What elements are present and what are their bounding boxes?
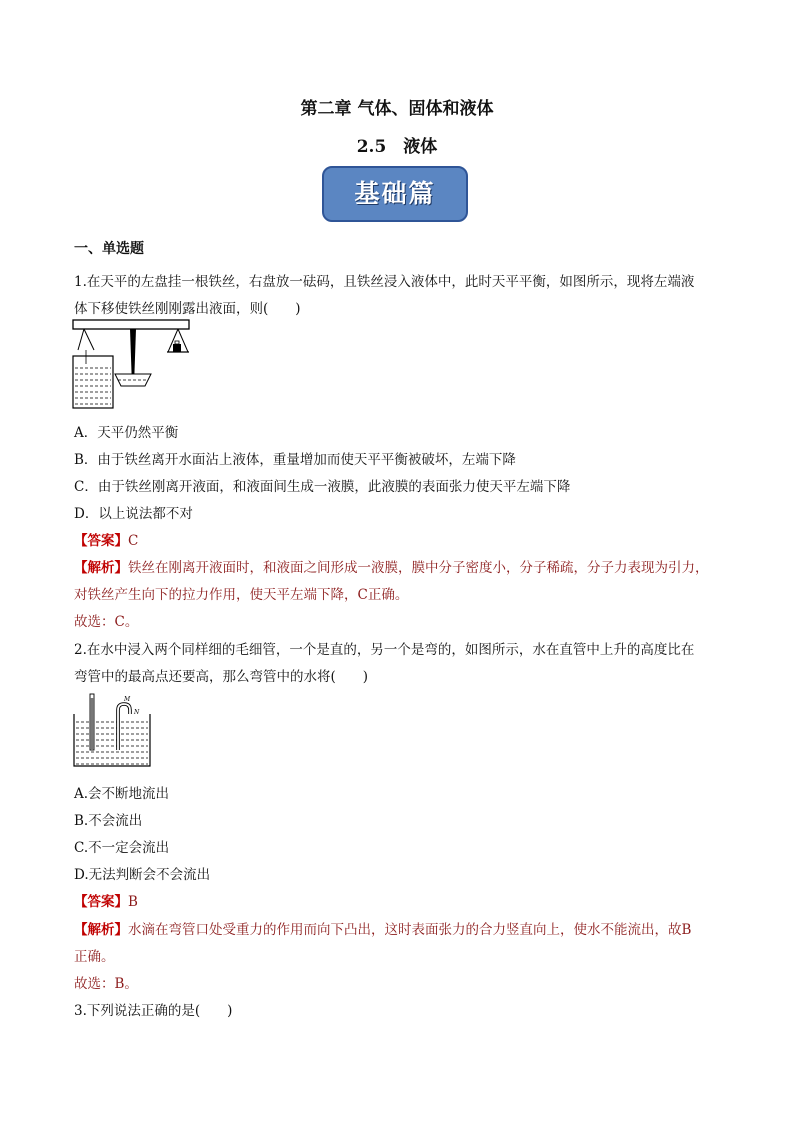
question-2-analysis-line2: 正确。 bbox=[74, 949, 115, 965]
question-2-choice: 故选：B。 bbox=[74, 976, 138, 992]
capillary-diagram bbox=[72, 692, 152, 768]
question-1-option-c: C．由于铁丝刚离开液面，和液面间生成一液膜，此液膜的表面张力使天平左端下降 bbox=[74, 479, 571, 495]
question-1-option-d: D．以上说法都不对 bbox=[74, 506, 193, 522]
label-m: M bbox=[124, 696, 131, 703]
question-1-stem-line1: 1.在天平的左盘挂一根铁丝，右盘放一砝码，且铁丝浸入液体中，此时天平平衡，如图所示，现将左端液 bbox=[74, 274, 695, 290]
answer-value: B bbox=[128, 894, 138, 910]
answer-tag: 【答案】 bbox=[74, 533, 128, 549]
question-2-stem-line2: 弯管中的最高点还要高，那么弯管中的水将( ) bbox=[74, 669, 369, 685]
analysis-text: 水滴在弯管口处受重力的作用而向下凸出，这时表面张力的合力竖直向上，使水不能流出，故B bbox=[128, 922, 692, 938]
question-2-analysis-line1 bbox=[74, 918, 691, 938]
balance-diagram bbox=[70, 318, 195, 410]
answer-tag: 【答案】 bbox=[74, 894, 128, 910]
section-heading: 一、单选题 bbox=[74, 241, 144, 257]
analysis-tag: 【解析】 bbox=[74, 560, 128, 576]
question-1-choice: 故选：C。 bbox=[74, 614, 139, 630]
question-2-option-b: B.不会流出 bbox=[74, 813, 143, 829]
section-title: 2.5 液体 bbox=[356, 137, 438, 157]
question-1-analysis-line2: 对铁丝产生向下的拉力作用，使天平左端下降，C正确。 bbox=[74, 587, 409, 603]
question-3-stem: 3.下列说法正确的是( ) bbox=[74, 1003, 233, 1019]
answer-value: C bbox=[128, 533, 139, 549]
label-n: N bbox=[134, 709, 140, 716]
analysis-text: 铁丝在刚离开液面时，和液面之间形成一液膜，膜中分子密度小，分子稀疏，分子力表现为引力， bbox=[128, 560, 709, 576]
question-2-stem-line1: 2.在水中浸入两个同样细的毛细管，一个是直的，另一个是弯的，如图所示，水在直管中上升的高度比在 bbox=[74, 642, 695, 658]
chapter-title: 第二章 气体、固体和液体 bbox=[300, 99, 494, 119]
question-2-answer bbox=[74, 890, 138, 910]
question-1-option-a: A．天平仍然平衡 bbox=[74, 425, 179, 441]
question-1-analysis-line1 bbox=[74, 556, 709, 576]
question-2-option-d: D.无法判断会不会流出 bbox=[74, 867, 211, 883]
question-1-answer bbox=[74, 529, 138, 549]
level-badge: 基础篇 bbox=[322, 166, 468, 222]
question-2-option-c: C.不一定会流出 bbox=[74, 840, 170, 856]
analysis-tag: 【解析】 bbox=[74, 922, 128, 938]
question-1-stem-line2: 体下移使铁丝刚刚露出液面，则( ) bbox=[74, 301, 301, 317]
question-1-option-b: B．由于铁丝离开水面沾上液体，重量增加而使天平平衡被破坏，左端下降 bbox=[74, 452, 516, 468]
question-2-option-a: A.会不断地流出 bbox=[74, 786, 170, 802]
